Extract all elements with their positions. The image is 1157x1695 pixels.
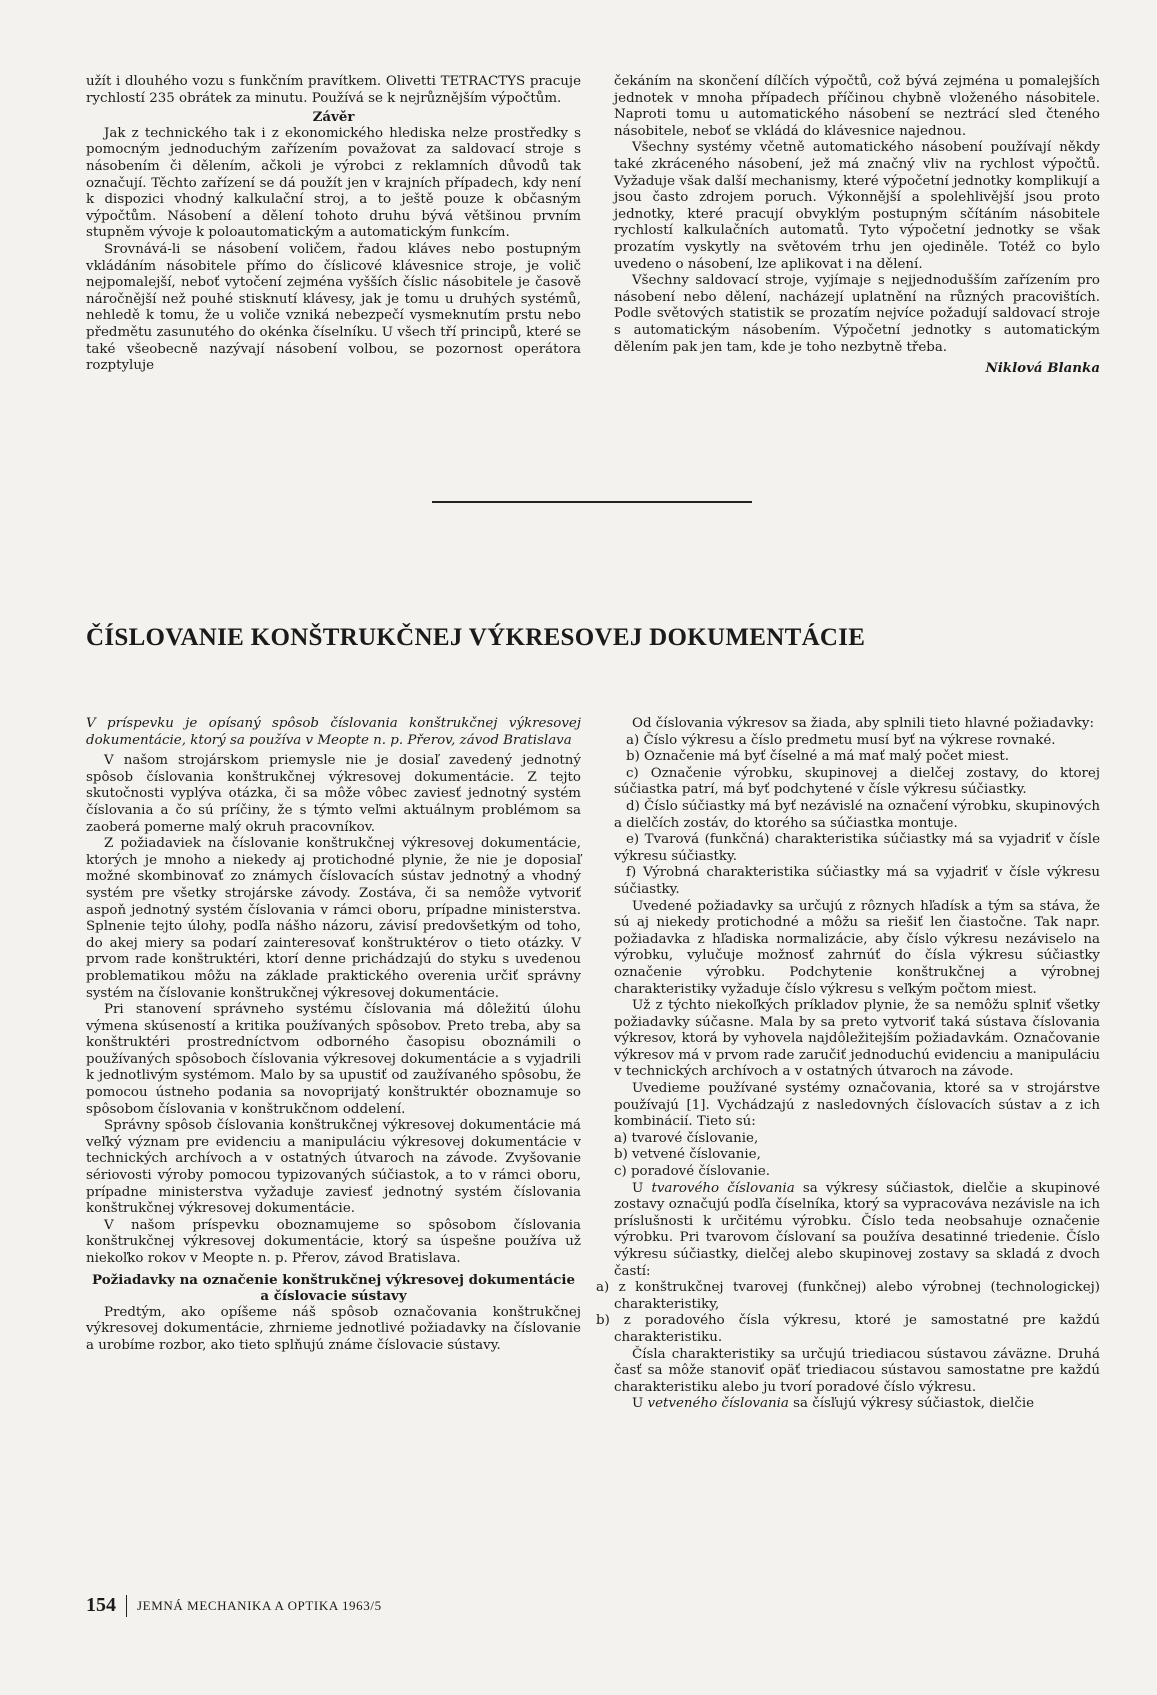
paragraph: Jak z technického tak i z ekonomického hlediska nelze prostředky s pomocným jednoduchým zařízením považovat za saldovací stroje s násobením či dělením, ačkoli je výrobci z reklamních důvodů tak označují. Těchto zařízení se dá použít jen v krajních případech, kdy není k dispozici vhodný kalkulační stroj, a to ještě pouze k občasným výpočtům. Násobení a dělení tohoto druhu bývá většinou prvním stupněm vývoje k poloautomatickým a automatickým funkcím.	[86, 125, 581, 241]
subheading: Požiadavky na označenie konštrukčnej výkresovej dokumentácie a číslovacie sústavy	[92, 1271, 575, 1305]
paragraph: užít i dlouhého vozu s funkčním pravítkem. Olivetti TETRACTYS pracuje rychlostí 235 obrátek za minutu. Používá se k nejrůznějším výpočtům.	[86, 74, 581, 106]
requirement-item: d) Číslo súčiastky má byť nezávislé na označení výrobku, skupinových a dielčích zostáv, do ktorého sa súčiastka montuje.	[614, 798, 1100, 831]
emphasis: vetveného číslovania	[647, 1396, 789, 1412]
section-divider	[432, 501, 752, 503]
paragraph: Uvedieme používané systémy označovania, ktoré sa v strojárstve používajú [1]. Vychádzajú z nasledovných číslovacích sústav a z ich kombinácií. Tieto sú:	[614, 1081, 1100, 1130]
page-number: 154	[86, 1594, 116, 1616]
top-right-column	[614, 74, 1100, 377]
paragraph	[614, 1396, 1100, 1413]
paragraph: Z požiadaviek na číslovanie konštrukčnej výkresovej dokumentácie, ktorých je mnoho a niekedy aj protichodné plynie, že nie je doposiaľ možné skombinovať zo známych číslovacích sústav jednotný a vhodný systém pre všetky strojárske závody. Zostáva, či sa nemôže vytvoriť aspoň jednotný systém číslovania v rámci oboru, prípadne ministerstva. Splnenie tejto úlohy, podľa nášho názoru, závisí predovšetkým od toho, do akej miery sa podarí zainteresovať konštruktérov o tieto otázky. V prvom rade konštruktéri, ktorí denne prichádzajú do styku s uvedenou problematikou môžu na základe praktického overenia určiť správny systém na číslovanie konštrukčnej výkresovej dokumentácie.	[86, 836, 581, 1001]
requirement-item: e) Tvarová (funkčná) charakteristika súčiastky má sa vyjadriť v čísle výkresu súčiastky.	[614, 832, 1100, 864]
paragraph: Od číslovania výkresov sa žiada, aby splnili tieto hlavné požiadavky:	[632, 716, 1094, 731]
footer-divider	[126, 1595, 127, 1617]
section-heading-zaver: Závěr	[312, 109, 355, 126]
article-abstract: V príspevku je opísaný spôsob číslovania konštrukčnej výkresovej dokumentácie, ktorý sa používa v Meopte n. p. Přerov, závod Bratislava	[86, 716, 581, 748]
text-run: U	[632, 1180, 652, 1196]
system-item: c) poradové číslovanie.	[614, 1164, 771, 1180]
paragraph: Všechny saldovací stroje, vyjímaje s nejjednodušším zařízením pro násobení nebo dělení, nacházejí uplatnění na různých pracovištích. Podle světových statistik se prozatím nejvíce požadují saldovací stroje s automatickým násobením. Výpočetní jednotky s automatickým dělením pak jen tam, kde je toho nezbytně třeba.	[614, 273, 1100, 355]
paragraph: Všechny systémy včetně automatického násobení používají někdy také zkráceného násobení, jež má značný vliv na rychlost výpočtů. Vyžaduje však další mechanismy, které výpočetní jednotky komplikují a jsou často zdrojem poruch. Výkonnější a spolehlivější jsou proto jednotky, které pracují obvyklým postupným sčítáním násobitele rychlostí kalkulačních automatů. Tyto výpočetní jednotky se však prozatím vyskytly na světovém trhu jen ojediněle. Totéž co bylo uvedeno o násobení, lze aplikovat i na dělení.	[614, 140, 1100, 272]
top-left-column	[86, 74, 581, 375]
paragraph: Čísla charakteristiky sa určujú triediacou sústavou záväzne. Druhá časť sa môže stanoviť opäť triediacou sústavou samostatne pre každú charakteristiku alebo ju tvorí poradové číslo výkresu.	[614, 1346, 1100, 1395]
paragraph: Uvedené požiadavky sa určujú z rôznych hľadísk a tým sa stáva, že sú aj niekedy protichodné a môžu sa riešiť len čiastočne. Tak napr. požiadavka z hľadiska normalizácie, aby číslo výkresu nezáviselo na výrobku, vylučuje možnosť zahrnúť do čísla výkresu súčiastky označenie výrobku. Podchytenie konštrukčnej a výrobnej charakteristiky vyžaduje číslo výkresu s veľkým počtom miest.	[614, 898, 1100, 997]
emphasis: tvarového číslovania	[651, 1180, 795, 1196]
article-title: ČÍSLOVANIE KONŠTRUKČNEJ VÝKRESOVEJ DOKUMENTÁCIE	[86, 624, 866, 651]
part-item: a) z konštrukčnej tvarovej (funkčnej) alebo výrobnej (technologickej) charakteristiky,	[596, 1280, 1100, 1312]
requirement-item: b) Označenie má byť číselné a má mať malý počet miest.	[626, 749, 1009, 765]
paragraph: čekáním na skončení dílčích výpočtů, což bývá zejména u pomalejších jednotek v mnoha případech příčinou chybně vloženého násobitele. Naproti tomu u automatického násobení se neztrácí sled čteného násobitele, neboť se vkládá do klávesnice najednou.	[614, 74, 1100, 139]
article-right-column	[596, 716, 1101, 1413]
page-footer	[86, 1594, 382, 1617]
paragraph: Predtým, ako opíšeme náš spôsob označovania konštrukčnej výkresovej dokumentácie, zhrnieme jednotlivé požiadavky na číslovanie a urobíme rozbor, ako tieto splňujú známe číslovacie sústavy.	[86, 1304, 581, 1353]
text-run: sa čísľujú výkresy súčiastok, dielčie	[788, 1396, 1035, 1412]
author-signature: Niklová Blanka	[985, 360, 1100, 377]
text-run: U	[632, 1396, 648, 1412]
system-item: b) vetvené číslovanie,	[614, 1147, 761, 1163]
paragraph: V našom príspevku oboznamujeme so spôsobom číslovania konštrukčnej výkresovej dokumentácie, ktorý sa úspešne používa už niekoľko rokov v Meopte n. p. Přerov, závod Bratislava.	[86, 1217, 581, 1266]
paragraph: Už z týchto niekoľkých príkladov plynie, že sa nemôžu splniť všetky požiadavky súčasne. Mala by sa preto vytvoriť taká sústava číslovania výkresov, ktorá by vyhovela najdôležitejším požiadavkám. Označovanie výkresov má v prvom rade zaručiť jednoduchú evidenciu a manipuláciu v technických archívoch a v ostatných útvaroch na závode.	[614, 998, 1100, 1080]
paragraph	[614, 1181, 1100, 1281]
requirement-item: f) Výrobná charakteristika súčiastky má sa vyjadriť v čísle výkresu súčiastky.	[614, 865, 1100, 897]
paragraph: V našom strojárskom priemysle nie je dosiaľ zavedený jednotný spôsob číslovania konštrukčnej výkresovej dokumentácie. Z tejto skutočnosti vyplýva otázka, či sa môže vôbec zaviesť jednotný systém číslovania a čo sú príčiny, že s týmto veľmi aktuálnym problémom sa zaoberá pomerne malý okruh pracovníkov.	[86, 753, 581, 835]
article-left-column	[86, 716, 581, 1355]
requirement-item: a) Číslo výkresu a číslo predmetu musí byť na výkrese rovnaké.	[626, 732, 1056, 748]
paragraph: Srovnává-li se násobení voličem, řadou kláves nebo postupným vkládáním násobitele přímo do číslicové klávesnice stroje, je volič nejpomalejší, neboť vytočení zejména vyšších číslic násobitele je časově náročnější než pouhé stisknutí klávesy, jak je tomu u druhých systémů, nehledě k tomu, že u voliče vzniká nebezpečí vysmeknutím prstu nebo předmětu zasunutého do okénka číselníku. U všech tří principů, které se také všeobecně nazývají násobení volbou, se pozornost operátora rozptyluje	[86, 241, 581, 374]
paragraph: Správny spôsob číslovania konštrukčnej výkresovej dokumentácie má veľký význam pre evidenciu a manipuláciu výkresovej dokumentácie v technických archívoch a v ostatných útvaroch na závode. Zvyšovanie sériovosti výroby pomocou typizovaných súčiastok, a to v rámci oboru, prípadne ministerstva vyžaduje zaviesť jednotný systém číslovania konštrukčnej výkresovej dokumentácie.	[86, 1118, 581, 1217]
requirement-item: c) Označenie výrobku, skupinovej a dielčej zostavy, do ktorej súčiastka patrí, má byť podchytené v čísle výkresu súčiastky.	[614, 765, 1100, 798]
system-item: a) tvarové číslovanie,	[614, 1130, 759, 1146]
text-run: sa výkresy súčiastok, dielčie a skupinové zostavy označujú podľa číselníka, ktorý sa vypracováva nezávisle na ich príslušnosti k určitému výrobku. Číslo teda neobsahuje označenie výrobku. Pri tvarovom číslovaní sa používa desatinné triedenie. Číslo výkresu súčiastky, dielčej alebo skupinovej zostavy sa skladá z dvoch častí:	[614, 1180, 1101, 1279]
part-item: b) z poradového čísla výkresu, ktoré je samostatné pre každú charakteristiku.	[596, 1313, 1100, 1345]
paragraph: Pri stanovení správneho systému číslovania má dôležitú úlohu výmena skúseností a kritika používaných spôsobov. Preto treba, aby sa konštruktéri prostredníctvom odborného časopisu oboznámili o používaných spôsoboch číslovania výkresovej dokumentácie a s vyjadrili k jednotlivým systémom. Malo by sa upustiť od zaužívaného spôsobu, že pomocou ústneho podania sa novoprijatý konštruktér oboznamuje so spôsobom číslovania v konštrukčnom oddelení.	[86, 1002, 581, 1117]
journal-name: JEMNÁ MECHANIKA A OPTIKA 1963/5	[137, 1597, 382, 1613]
